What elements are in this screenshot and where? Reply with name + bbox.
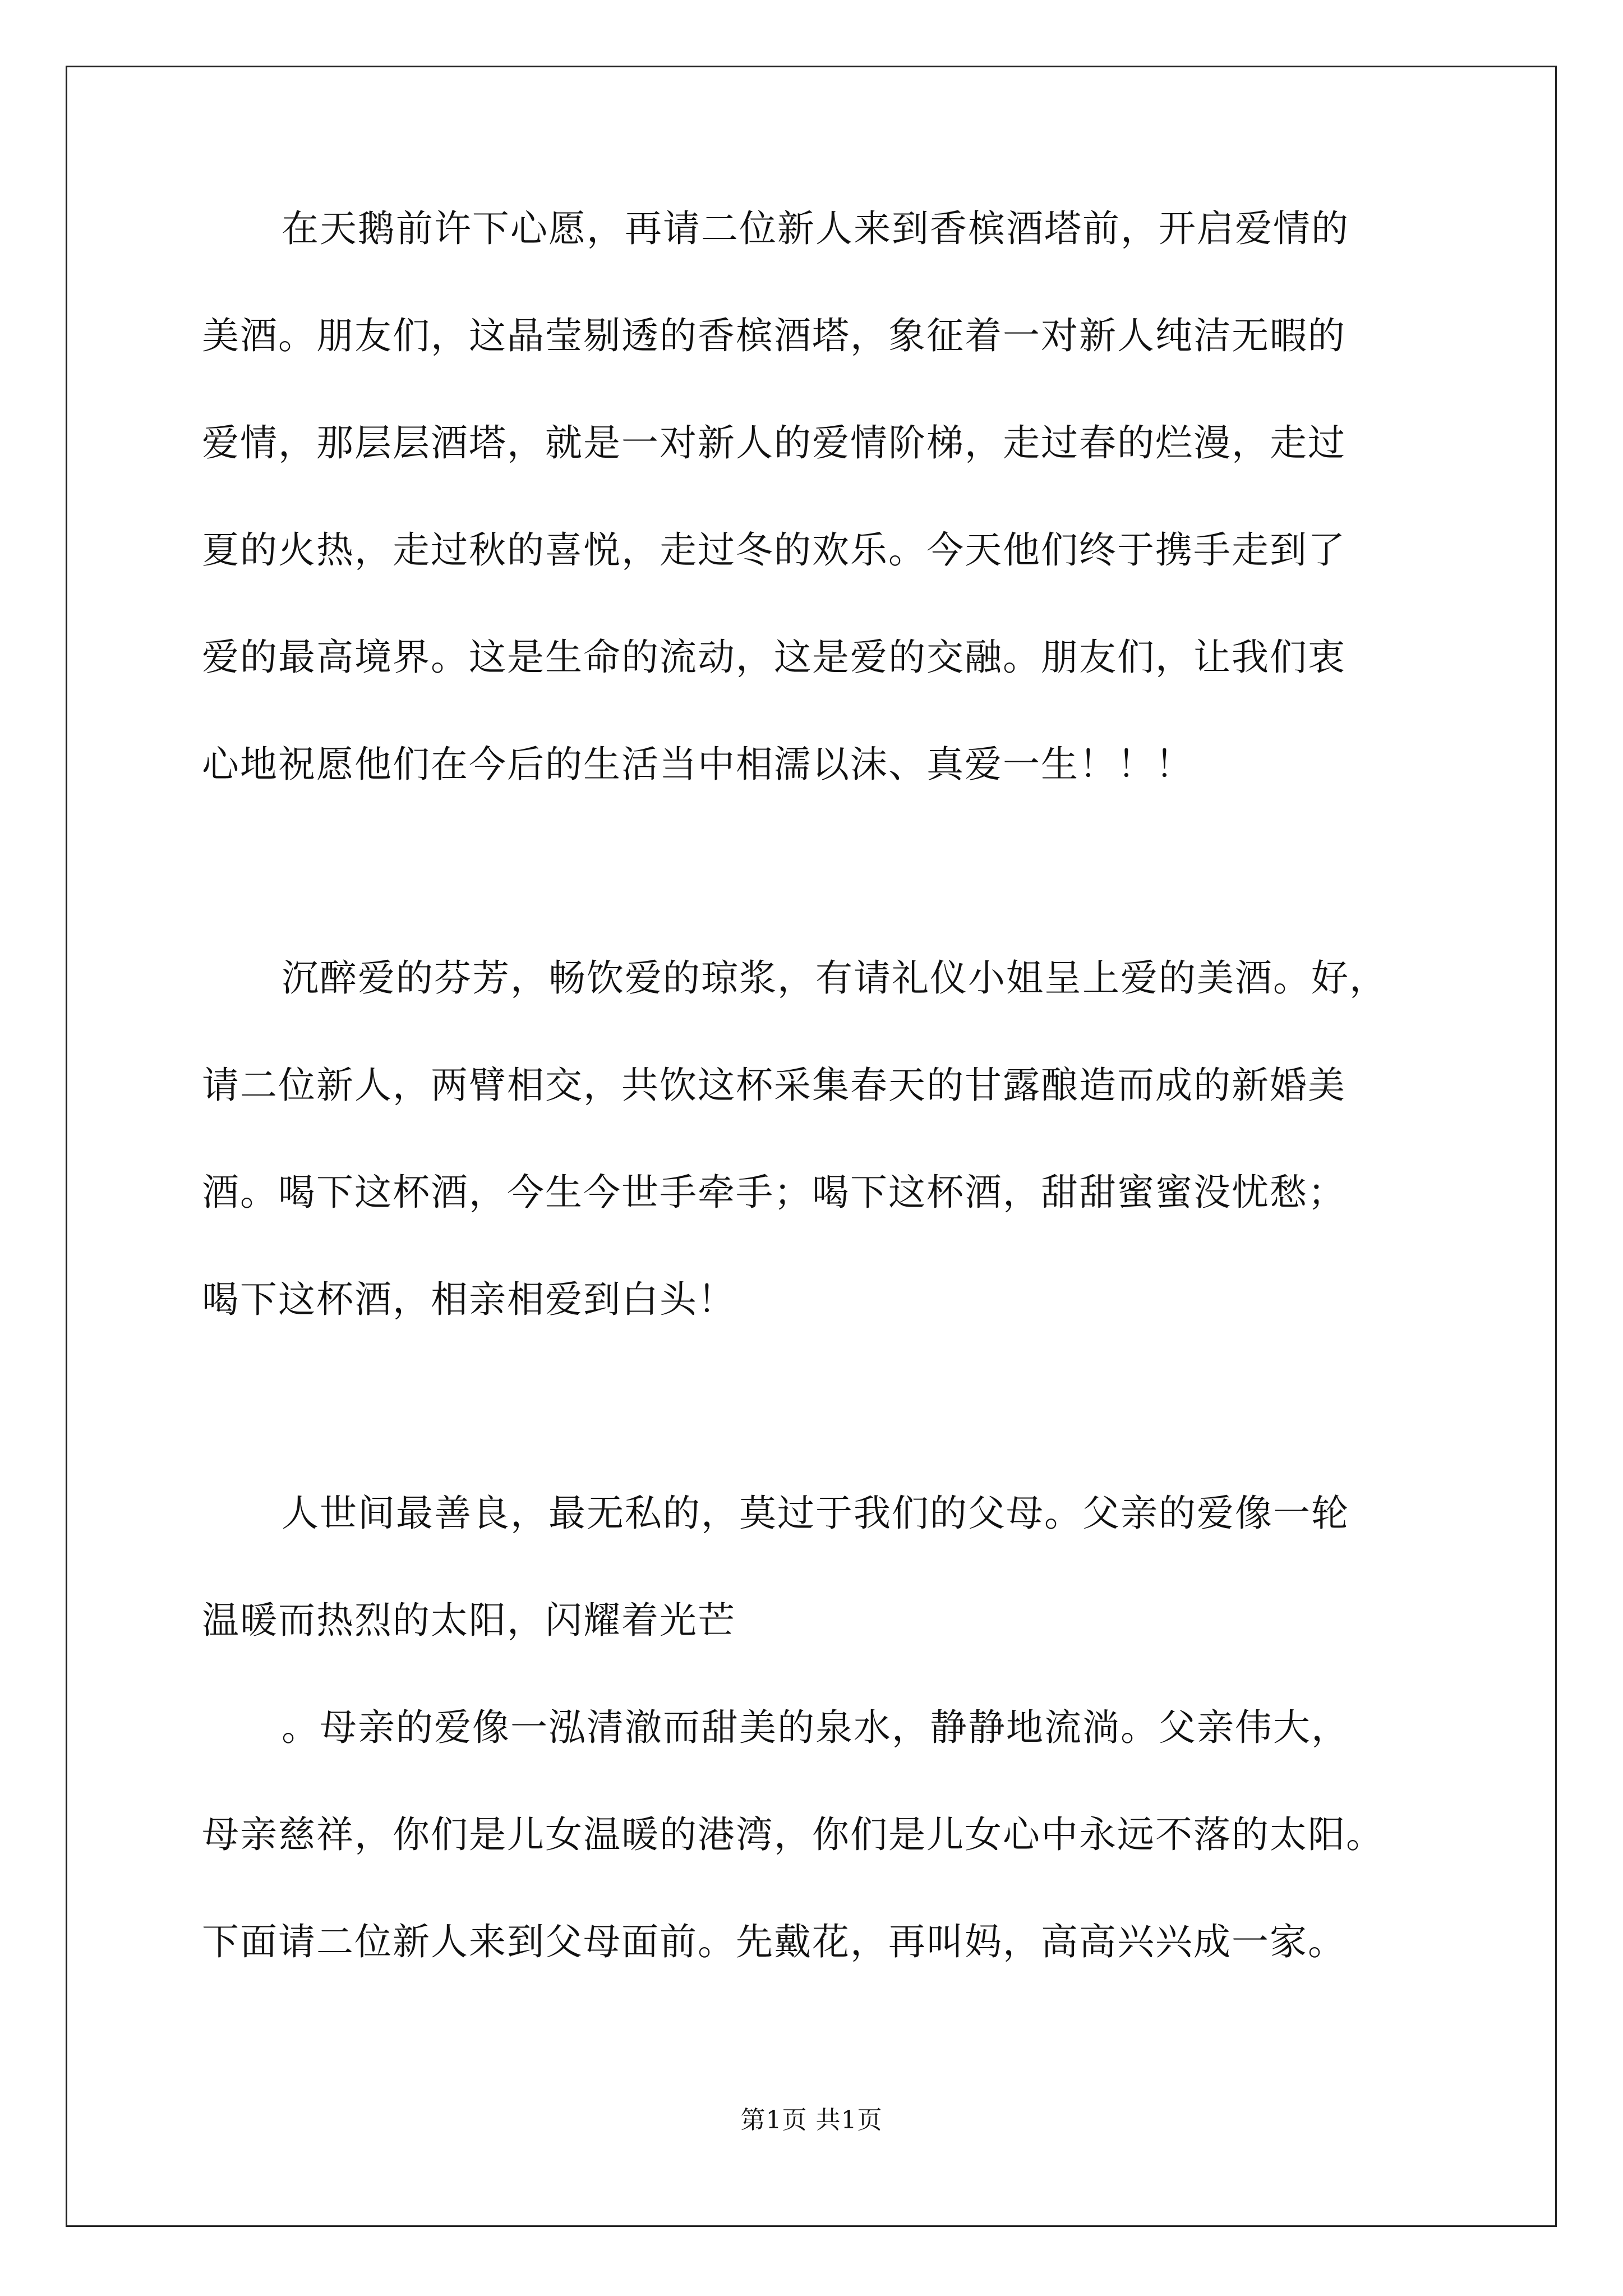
paragraph-spacer bbox=[202, 792, 1436, 898]
page-footer: 第1页 共1页 bbox=[740, 2106, 883, 2134]
paragraph-1 bbox=[202, 202, 1436, 792]
document-body bbox=[202, 202, 1436, 1969]
paragraph-3 bbox=[202, 1487, 1436, 1969]
paragraph-line: 温暖而热烈的太阳，闪耀着光芒 bbox=[202, 1599, 736, 1642]
paragraph-spacer bbox=[202, 1327, 1436, 1433]
paragraph-line: 请二位新人，两臂相交，共饮这杯采集春天的甘露酿造而成的新婚美 bbox=[202, 1064, 1346, 1107]
paragraph-line: 喝下这杯酒，相亲相爱到白头！ bbox=[202, 1278, 736, 1321]
paragraph-line: 心地祝愿他们在今后的生活当中相濡以沫、真爱一生！！！ bbox=[202, 743, 1193, 786]
paragraph-line: 下面请二位新人来到父母面前。先戴花，再叫妈，高高兴兴成一家。 bbox=[202, 1920, 1346, 1963]
paragraph-line: 母亲慈祥，你们是儿女温暖的港湾，你们是儿女心中永远不落的太阳。 bbox=[202, 1813, 1384, 1856]
paragraph-line: 酒。喝下这杯酒，今生今世手牵手；喝下这杯酒，甜甜蜜蜜没忧愁； bbox=[202, 1171, 1346, 1214]
paragraph-line: 美酒。朋友们，这晶莹剔透的香槟酒塔，象征着一对新人纯洁无暇的 bbox=[202, 314, 1346, 357]
paragraph-line: 。母亲的爱像一泓清澈而甜美的泉水，静静地流淌。父亲伟大， bbox=[282, 1706, 1349, 1749]
paragraph-2 bbox=[202, 951, 1436, 1327]
paragraph-line: 沉醉爱的芬芳，畅饮爱的琼浆，有请礼仪小姐呈上爱的美酒。好， bbox=[282, 956, 1387, 1000]
paragraph-line: 人世间最善良，最无私的，莫过于我们的父母。父亲的爱像一轮 bbox=[282, 1492, 1349, 1535]
paragraph-line: 在天鹅前许下心愿，再请二位新人来到香槟酒塔前，开启爱情的 bbox=[282, 207, 1349, 250]
paragraph-line: 爱的最高境界。这是生命的流动，这是爱的交融。朋友们，让我们衷 bbox=[202, 636, 1346, 679]
paragraph-line: 夏的火热，走过秋的喜悦，走过冬的欢乐。今天他们终于携手走到了 bbox=[202, 528, 1346, 572]
paragraph-line: 爱情，那层层酒塔，就是一对新人的爱情阶梯，走过春的烂漫，走过 bbox=[202, 421, 1346, 464]
